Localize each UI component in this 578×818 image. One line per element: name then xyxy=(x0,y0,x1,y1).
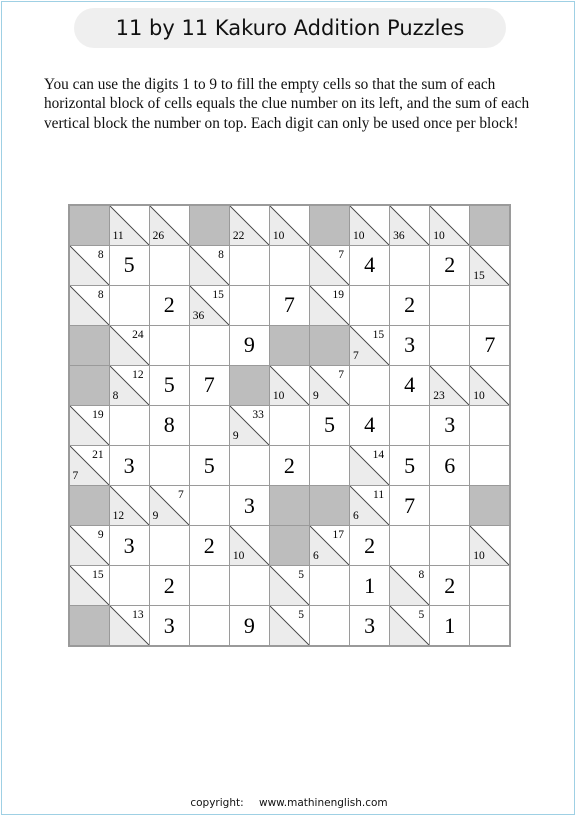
cell-digit: 9 xyxy=(243,332,255,358)
instructions-text: You can use the digits 1 to 9 to fill the empty cells so that the sum of each horizontal block of cells equals the clue number on its left, and the sum of each vertical block the number on top. Each digit can only be used once per block! xyxy=(44,76,530,132)
answer-cell[interactable] xyxy=(349,605,390,646)
down-clue: 12 xyxy=(112,510,125,523)
clue-cell xyxy=(309,525,350,566)
cell-digit: 2 xyxy=(203,532,215,558)
down-clue: 9 xyxy=(152,510,159,523)
across-clue: 8 xyxy=(97,248,104,261)
clue-cell xyxy=(69,565,110,606)
answer-cell[interactable] xyxy=(149,445,190,486)
answer-cell[interactable] xyxy=(229,285,270,326)
across-clue: 9 xyxy=(97,529,104,542)
answer-cell[interactable] xyxy=(189,445,230,486)
answer-cell[interactable] xyxy=(189,365,230,406)
across-clue: 8 xyxy=(97,288,104,301)
cell-digit: 4 xyxy=(364,252,376,278)
answer-cell[interactable] xyxy=(149,525,190,566)
answer-cell[interactable] xyxy=(309,445,350,486)
down-clue: 6 xyxy=(312,550,319,563)
clue-cell xyxy=(469,525,510,566)
across-clue: 5 xyxy=(298,569,304,582)
answer-cell[interactable] xyxy=(109,565,150,606)
cell-digit: 2 xyxy=(163,572,175,598)
answer-cell[interactable] xyxy=(389,405,430,446)
across-clue: 5 xyxy=(298,609,304,622)
clue-cell xyxy=(349,205,390,246)
cell-digit: 3 xyxy=(364,612,376,638)
clue-cell xyxy=(349,485,390,526)
block-cell xyxy=(309,325,350,366)
block-cell xyxy=(69,485,110,526)
block-cell xyxy=(269,525,310,566)
answer-cell[interactable] xyxy=(109,245,150,286)
down-clue: 8 xyxy=(112,389,119,402)
across-clue: 7 xyxy=(177,489,184,502)
across-clue: 7 xyxy=(338,248,345,261)
answer-cell[interactable] xyxy=(389,445,430,486)
answer-cell[interactable] xyxy=(309,565,350,606)
across-clue: 15 xyxy=(372,328,385,341)
answer-cell[interactable] xyxy=(469,445,510,486)
down-clue: 9 xyxy=(232,429,239,442)
cell-digit: 2 xyxy=(444,252,456,278)
clue-cell xyxy=(109,485,150,526)
cell-digit: 7 xyxy=(283,292,295,318)
block-cell xyxy=(229,365,270,406)
clue-cell xyxy=(469,365,510,406)
across-clue: 15 xyxy=(92,569,104,582)
cell-digit: 5 xyxy=(163,372,175,398)
clue-cell xyxy=(69,445,110,486)
clue-cell xyxy=(269,605,310,646)
down-clue: 10 xyxy=(433,229,445,242)
cell-digit: 7 xyxy=(404,492,416,518)
clue-cell xyxy=(69,405,110,446)
across-clue: 19 xyxy=(92,408,104,421)
cell-digit: 5 xyxy=(203,452,215,478)
clue-cell xyxy=(309,245,350,286)
cell-digit: 7 xyxy=(484,332,496,358)
answer-cell[interactable] xyxy=(349,365,390,406)
clue-cell xyxy=(309,365,350,406)
answer-cell[interactable] xyxy=(149,565,190,606)
block-cell xyxy=(69,325,110,366)
answer-cell[interactable] xyxy=(229,485,270,526)
website-link[interactable]: www.mathinenglish.com xyxy=(258,797,388,809)
cell-digit: 4 xyxy=(364,412,376,438)
across-clue: 15 xyxy=(212,288,224,301)
down-clue: 7 xyxy=(353,349,359,362)
cell-digit: 8 xyxy=(163,412,175,438)
cell-digit: 7 xyxy=(203,372,215,398)
answer-cell[interactable] xyxy=(429,605,470,646)
cell-digit: 3 xyxy=(444,412,456,438)
block-cell xyxy=(269,485,310,526)
answer-cell[interactable] xyxy=(109,285,150,326)
answer-cell[interactable] xyxy=(429,445,470,486)
cell-digit: 5 xyxy=(324,412,335,438)
answer-cell[interactable] xyxy=(389,525,430,566)
cell-digit: 3 xyxy=(243,492,255,518)
block-cell xyxy=(269,325,310,366)
down-clue: 26 xyxy=(152,229,165,242)
answer-cell[interactable] xyxy=(149,405,190,446)
across-clue: 5 xyxy=(418,609,425,622)
block-cell xyxy=(69,365,110,406)
answer-cell[interactable] xyxy=(469,325,510,366)
cell-digit: 2 xyxy=(364,532,376,558)
clue-cell xyxy=(109,605,150,646)
clue-cell xyxy=(69,245,110,286)
across-clue: 13 xyxy=(132,609,144,622)
copyright-label: copyright: xyxy=(190,797,244,809)
block-cell xyxy=(69,205,110,246)
block-cell xyxy=(309,485,350,526)
answer-cell[interactable] xyxy=(229,325,270,366)
block-cell xyxy=(69,605,110,646)
across-clue: 17 xyxy=(332,529,345,542)
answer-cell[interactable] xyxy=(349,525,390,566)
clue-cell xyxy=(349,445,390,486)
answer-cell[interactable] xyxy=(349,405,390,446)
cell-digit: 3 xyxy=(404,332,416,358)
answer-cell[interactable] xyxy=(469,605,510,646)
down-clue: 10 xyxy=(272,389,285,402)
answer-cell[interactable] xyxy=(469,285,510,326)
clue-cell xyxy=(149,205,190,246)
cell-digit: 9 xyxy=(243,612,255,638)
kakuro-grid xyxy=(68,204,511,647)
clue-cell xyxy=(109,325,150,366)
answer-cell[interactable] xyxy=(389,485,430,526)
clue-cell xyxy=(269,565,310,606)
clue-cell xyxy=(269,365,310,406)
clue-cell xyxy=(229,525,270,566)
cell-digit: 3 xyxy=(163,612,175,638)
down-clue: 9 xyxy=(312,389,319,402)
answer-cell[interactable] xyxy=(149,285,190,326)
across-clue: 33 xyxy=(252,408,264,421)
down-clue: 7 xyxy=(72,470,79,483)
answer-cell[interactable] xyxy=(429,325,470,366)
answer-cell[interactable] xyxy=(109,445,150,486)
down-clue: 6 xyxy=(353,510,359,523)
answer-cell[interactable] xyxy=(229,565,270,606)
cell-digit: 6 xyxy=(444,452,456,478)
answer-cell[interactable] xyxy=(189,605,230,646)
cell-digit: 1 xyxy=(444,612,456,638)
clue-cell xyxy=(189,245,230,286)
across-clue: 11 xyxy=(373,489,385,502)
answer-cell[interactable] xyxy=(229,605,270,646)
answer-cell[interactable] xyxy=(109,525,150,566)
cell-digit: 3 xyxy=(123,532,135,558)
clue-cell xyxy=(429,205,470,246)
block-cell xyxy=(309,205,350,246)
cell-digit: 1 xyxy=(364,572,376,598)
down-clue: 10 xyxy=(353,229,365,242)
answer-cell[interactable] xyxy=(309,605,350,646)
answer-cell[interactable] xyxy=(469,405,510,446)
clue-cell xyxy=(69,285,110,326)
cell-digit: 3 xyxy=(123,452,135,478)
down-clue: 36 xyxy=(393,229,405,242)
answer-cell[interactable] xyxy=(349,285,390,326)
clue-cell xyxy=(229,205,270,246)
answer-cell[interactable] xyxy=(269,285,310,326)
clue-cell xyxy=(429,365,470,406)
across-clue: 21 xyxy=(92,448,104,461)
answer-cell[interactable] xyxy=(429,485,470,526)
clue-cell xyxy=(349,325,390,366)
cell-digit: 4 xyxy=(404,372,416,398)
across-clue: 14 xyxy=(372,448,385,461)
page-title: 11 by 11 Kakuro Addition Puzzles xyxy=(74,8,506,48)
answer-cell[interactable] xyxy=(189,485,230,526)
answer-cell[interactable] xyxy=(189,325,230,366)
clue-cell xyxy=(109,205,150,246)
answer-cell[interactable] xyxy=(149,325,190,366)
clue-cell xyxy=(149,485,190,526)
down-clue: 10 xyxy=(473,389,485,402)
answer-cell[interactable] xyxy=(429,245,470,286)
answer-cell[interactable] xyxy=(309,405,350,446)
down-clue: 10 xyxy=(232,550,245,563)
down-clue: 10 xyxy=(473,550,485,563)
answer-cell[interactable] xyxy=(229,245,270,286)
down-clue: 36 xyxy=(192,309,205,322)
across-clue: 24 xyxy=(132,328,144,341)
cell-digit: 2 xyxy=(444,572,456,598)
answer-cell[interactable] xyxy=(189,525,230,566)
answer-cell[interactable] xyxy=(389,365,430,406)
clue-cell xyxy=(189,285,230,326)
across-clue: 8 xyxy=(218,248,224,261)
cell-digit: 2 xyxy=(283,452,295,478)
cell-digit: 2 xyxy=(163,292,175,318)
answer-cell[interactable] xyxy=(269,445,310,486)
answer-cell[interactable] xyxy=(189,565,230,606)
clue-cell xyxy=(269,205,310,246)
answer-cell[interactable] xyxy=(269,405,310,446)
answer-cell[interactable] xyxy=(189,405,230,446)
down-clue: 11 xyxy=(112,229,124,242)
down-clue: 10 xyxy=(272,229,285,242)
across-clue: 8 xyxy=(418,569,425,582)
answer-cell[interactable] xyxy=(349,245,390,286)
down-clue: 23 xyxy=(433,389,445,402)
clue-cell xyxy=(229,405,270,446)
answer-cell[interactable] xyxy=(429,285,470,326)
clue-cell xyxy=(389,565,430,606)
clue-cell xyxy=(109,365,150,406)
answer-cell[interactable] xyxy=(389,325,430,366)
cell-digit: 2 xyxy=(404,292,416,318)
footer xyxy=(0,797,578,809)
clue-cell xyxy=(469,245,510,286)
block-cell xyxy=(469,485,510,526)
answer-cell[interactable] xyxy=(149,245,190,286)
answer-cell[interactable] xyxy=(149,365,190,406)
clue-cell xyxy=(389,605,430,646)
answer-cell[interactable] xyxy=(429,565,470,606)
clue-cell xyxy=(389,205,430,246)
across-clue: 12 xyxy=(132,368,144,381)
answer-cell[interactable] xyxy=(149,605,190,646)
answer-cell[interactable] xyxy=(429,525,470,566)
answer-cell[interactable] xyxy=(429,405,470,446)
cell-digit: 5 xyxy=(123,252,135,278)
answer-cell[interactable] xyxy=(229,445,270,486)
down-clue: 22 xyxy=(232,229,245,242)
clue-cell xyxy=(309,285,350,326)
clue-cell xyxy=(69,525,110,566)
block-cell xyxy=(189,205,230,246)
across-clue: 19 xyxy=(332,288,345,301)
across-clue: 7 xyxy=(338,368,345,381)
answer-cell[interactable] xyxy=(389,245,430,286)
answer-cell[interactable] xyxy=(269,245,310,286)
answer-cell[interactable] xyxy=(349,565,390,606)
answer-cell[interactable] xyxy=(109,405,150,446)
down-clue: 15 xyxy=(473,269,485,282)
answer-cell[interactable] xyxy=(389,285,430,326)
answer-cell[interactable] xyxy=(469,565,510,606)
block-cell xyxy=(469,205,510,246)
cell-digit: 5 xyxy=(404,452,416,478)
